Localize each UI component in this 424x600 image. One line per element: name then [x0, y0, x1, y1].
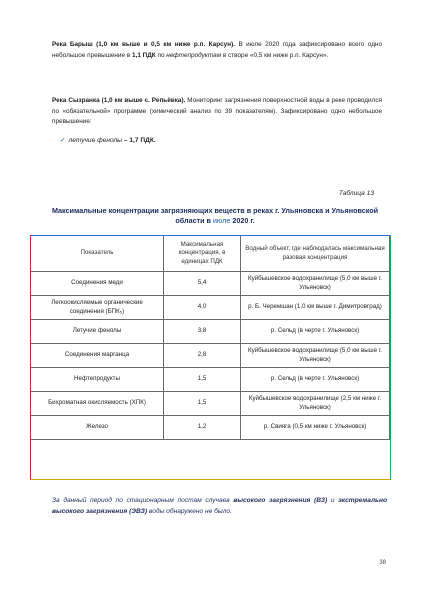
cell-indicator: Нефтепродукты: [31, 368, 164, 392]
header-max-concentration: Максимальная концентрация, в единицах ПДК: [164, 236, 241, 272]
cell-value: 1,2: [164, 416, 241, 440]
paragraph-syzranka-river: [52, 96, 382, 128]
cell-indicator: Бихроматная окисляемость (ХПК): [31, 392, 164, 416]
table-row: [31, 296, 390, 320]
paragraph-title: Река Барыш (1,0 км выше и 0,5 км ниже р.п. Карсун).: [52, 41, 235, 48]
paragraph-text: Мониторинг загрязнения поверхностной воды в реке проводился по «обязательной» программе (химический анализ по 39 показателям). Зафиксировано одно небольшое превышение:: [52, 97, 382, 126]
cell-water-body: р. Б. Черемшан (1,0 км выше г. Димитровград): [241, 296, 390, 320]
header-indicator: Показатель: [31, 236, 164, 272]
concentration-table: [30, 235, 390, 440]
table-row: [31, 416, 390, 440]
closing-emphasis: экстремально высокого загрязнения (ЭВЗ): [52, 497, 387, 515]
cell-water-body: Куйбышевское водохранилище (5,0 км выше г. Ульяновск): [241, 344, 390, 368]
checkmark-icon: ✓: [60, 137, 66, 144]
bullet-value: – 1,7 ПДК.: [122, 137, 156, 144]
cell-value: 4,0: [164, 296, 241, 320]
table-row: [31, 272, 390, 296]
table-row: [31, 368, 390, 392]
cell-indicator: Соединения марганца: [31, 344, 164, 368]
cell-value: 1,5: [164, 392, 241, 416]
table-number: Таблица 13: [338, 190, 374, 197]
closing-emphasis: высокого загрязнения (ВЗ): [233, 497, 328, 504]
table-title-year: 2020 г.: [230, 216, 255, 225]
paragraph-text: по: [155, 51, 167, 59]
paragraph-emphasis: 1,1 ПДК: [132, 51, 156, 59]
cell-water-body: Куйбышевское водохранилище (2,5 км ниже г. Ульяновск): [241, 392, 390, 416]
cell-water-body: р. Сельд (в черте г. Ульяновск): [241, 368, 390, 392]
cell-value: 3,8: [164, 320, 241, 344]
cell-water-body: Куйбышевское водохранилище (5,0 км выше г. Ульяновск): [241, 272, 390, 296]
closing-text: и: [327, 497, 339, 504]
page-number: 38: [379, 560, 386, 566]
cell-value: 1,5: [164, 368, 241, 392]
bullet-label: летучие фенолы: [68, 137, 123, 144]
cell-indicator: Летучие фенолы: [31, 320, 164, 344]
table-title-text: Максимальные концентрации загрязняющих веществ в реках г. Ульяновска и Ульяновской области в: [51, 206, 379, 225]
table-row: [31, 392, 390, 416]
paragraph-text: В июле 2020 года зафиксировано всего одно небольшое превышение в: [52, 41, 383, 59]
cell-indicator: Железо: [31, 416, 164, 440]
table-header-row: [31, 236, 390, 272]
cell-indicator: Соединения меди: [31, 272, 164, 296]
table-row: [31, 320, 390, 344]
cell-value: 2,8: [164, 344, 241, 368]
closing-text: За данный период по стационарным постам случаев: [52, 497, 234, 504]
bullet-item: [60, 136, 156, 146]
cell-water-body: р. Сельд (в черте г. Ульяновск): [241, 320, 390, 344]
table-title-month: июле: [212, 216, 231, 225]
closing-text: воды обнаружено не было.: [147, 507, 232, 515]
paragraph-barysh-river: [52, 40, 382, 61]
header-water-body: Водный объект, где наблюдалась максимальная разовая концентрация: [241, 236, 390, 272]
closing-paragraph: [52, 496, 387, 517]
paragraph-italic: нефтепродуктам: [166, 51, 222, 59]
table-title: [50, 206, 380, 226]
cell-indicator: Легкоокисляемые органические соединения (БПК₅): [31, 296, 164, 320]
cell-value: 5,4: [164, 272, 241, 296]
paragraph-title: Река Сызранка (1,0 км выше с. Репьёвка).: [52, 97, 186, 104]
table-row: [31, 344, 390, 368]
paragraph-text: в створе «0,5 км ниже р.п. Карсун».: [221, 51, 329, 59]
cell-water-body: р. Свияга (0,5 км ниже г. Ульяновск): [241, 416, 390, 440]
